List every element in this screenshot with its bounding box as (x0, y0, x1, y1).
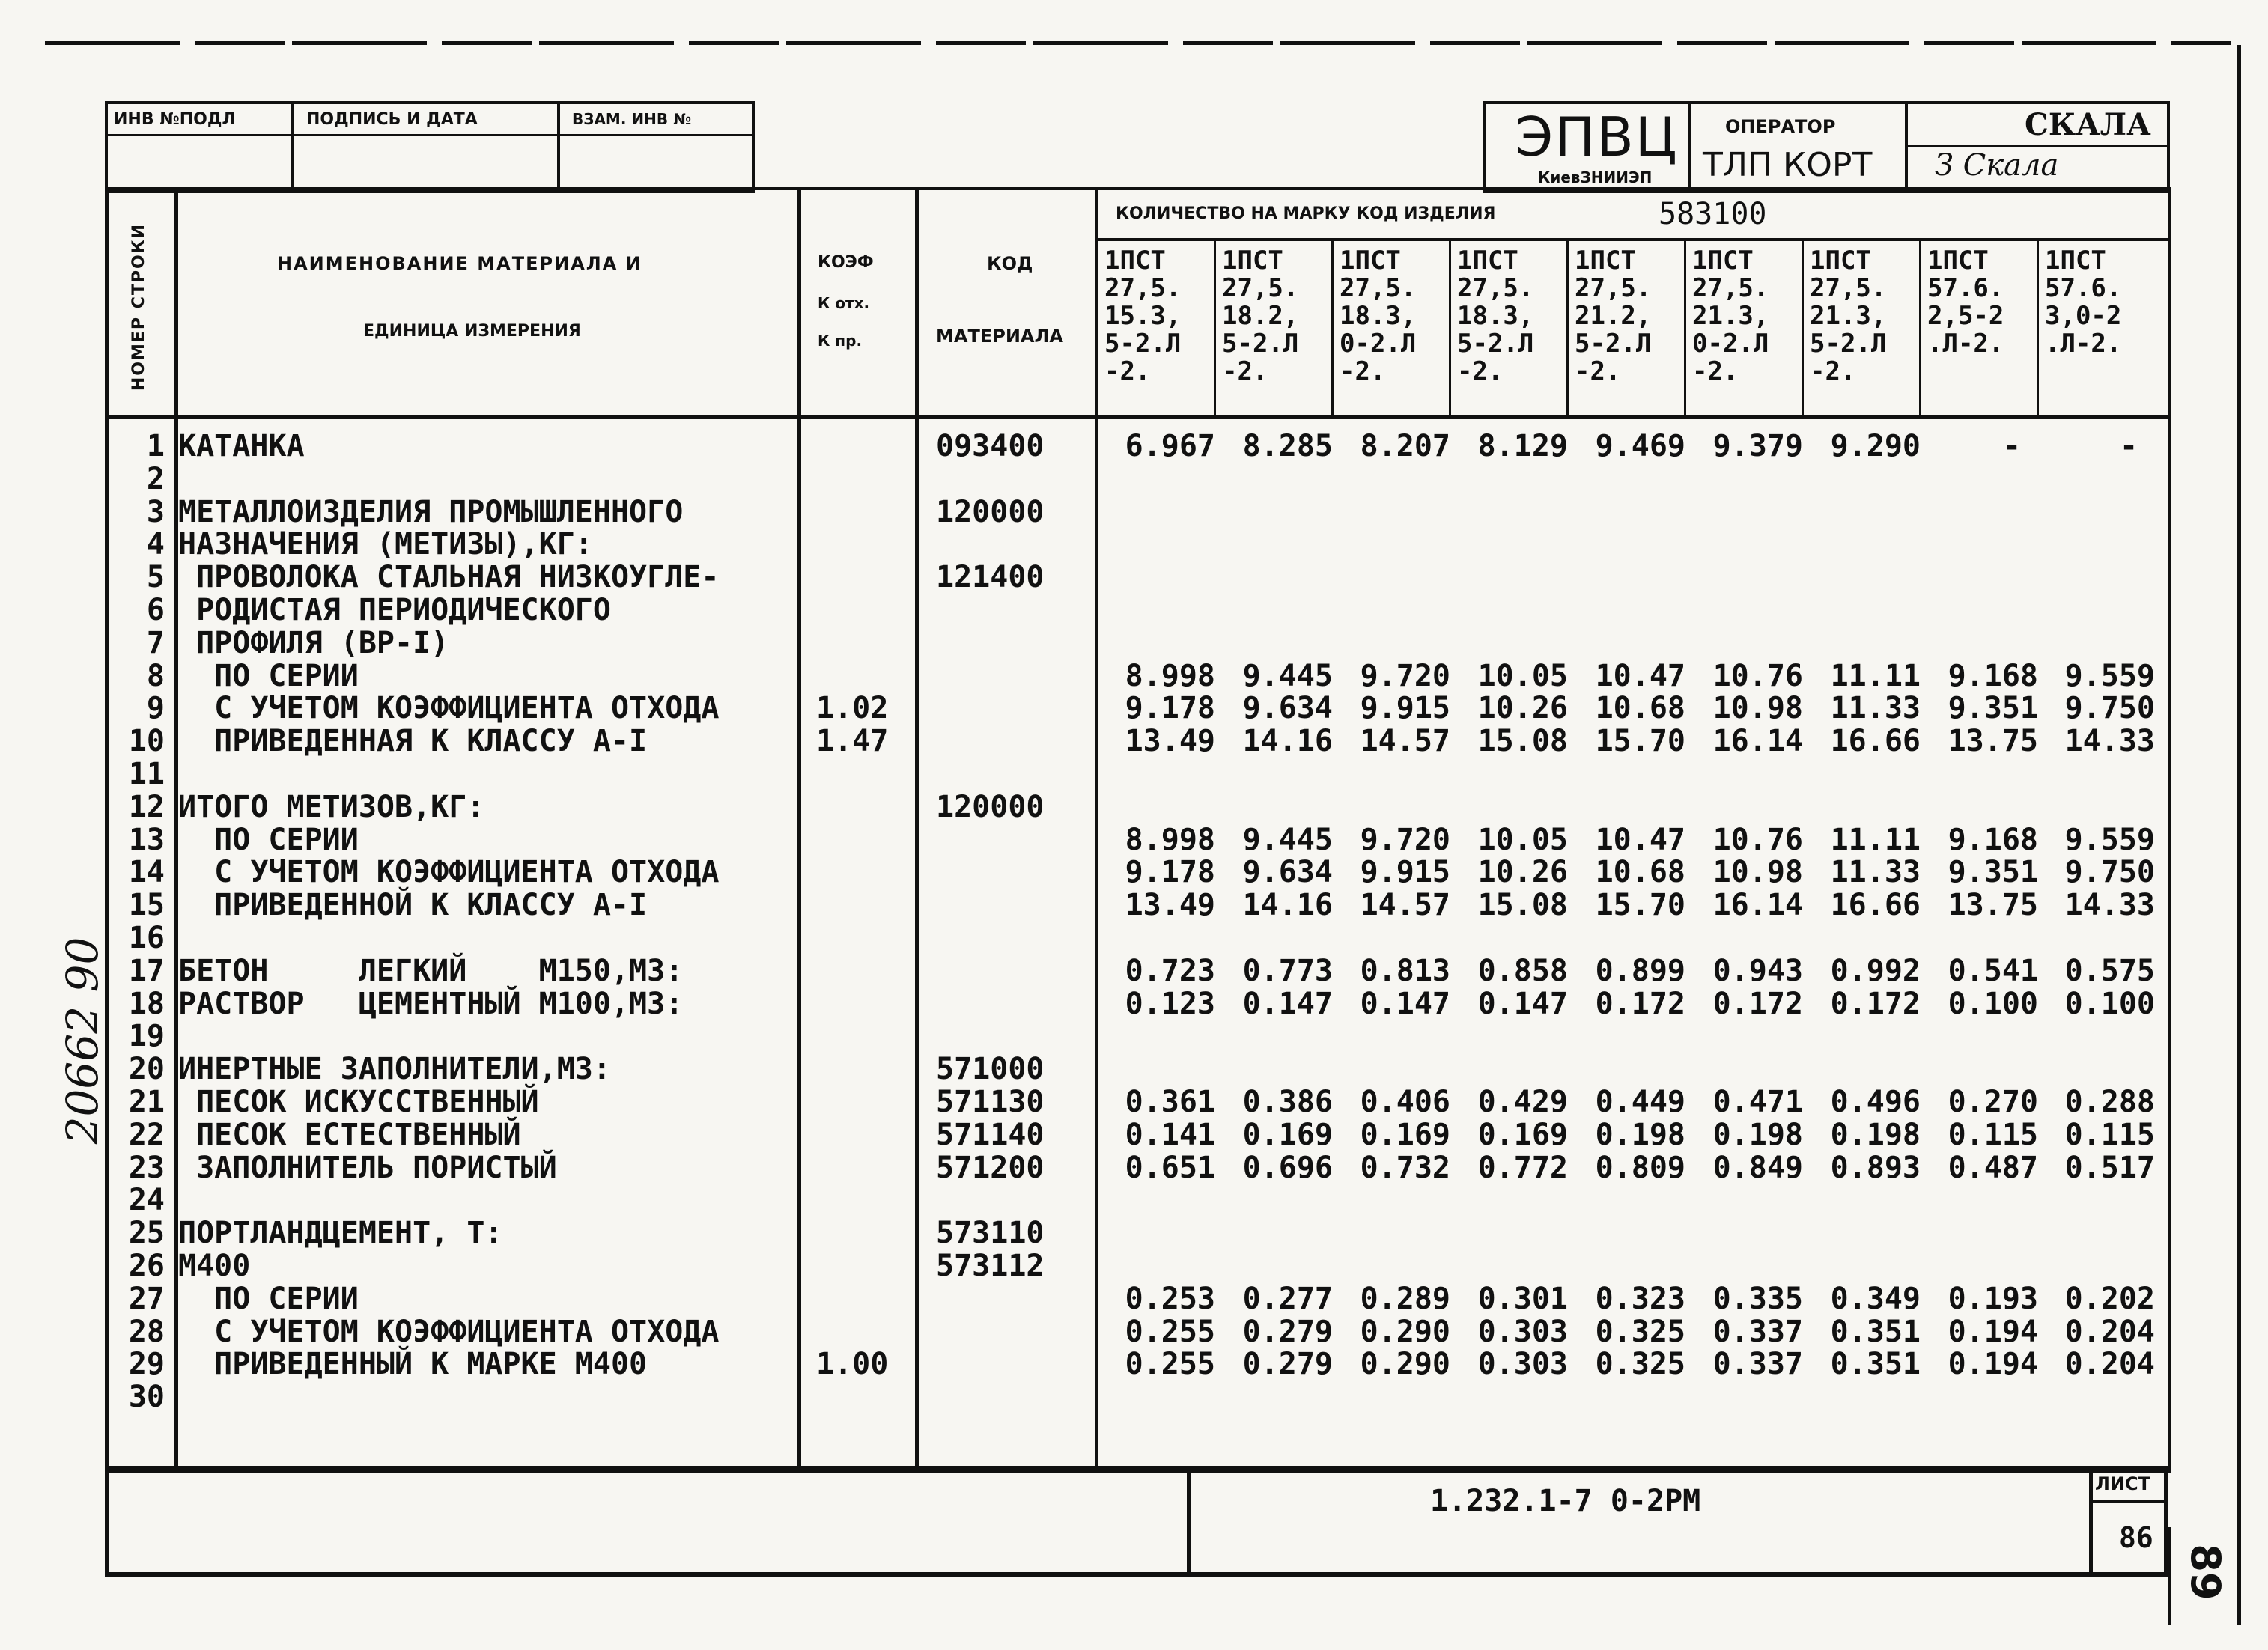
quantity-value: 0.351 (1830, 1314, 1921, 1349)
material-name: ПРИВЕДЕННАЯ К КЛАССУ А-I (178, 724, 648, 759)
quantity-value: 0.541 (1948, 953, 2038, 988)
quantity-value: 0.288 (2064, 1085, 2155, 1119)
row-number: 2 (146, 461, 165, 496)
quantity-value: 10.76 (1712, 658, 1803, 693)
material-code: 120000 (936, 789, 1045, 824)
row-number: 23 (128, 1150, 165, 1185)
quantity-value: 15.08 (1477, 888, 1568, 923)
quantity-value: 0.194 (1948, 1347, 2038, 1382)
quantity-value: 14.33 (2064, 724, 2155, 759)
mark-header: 1ПСТ 57.6. 2,5-2 .Л-2. (1927, 246, 2004, 359)
row-number: 4 (146, 527, 165, 562)
quantity-value: 11.33 (1830, 691, 1921, 726)
material-code: 121400 (936, 560, 1045, 595)
row-number: 29 (128, 1347, 165, 1382)
material-name: ПРИВЕДЕННОЙ К КЛАССУ А-I (178, 888, 648, 923)
quantity-value: 0.198 (1830, 1117, 1921, 1152)
quantity-value: 0.943 (1712, 953, 1803, 988)
table-row (0, 430, 2268, 463)
quantity-value: 11.33 (1830, 855, 1921, 890)
mark-header: 1ПСТ 27,5. 21.3, 5-2.Л -2. (1810, 246, 1887, 386)
table-row (0, 529, 2268, 561)
row-number: 6 (146, 593, 165, 627)
quantity-value: 9.915 (1360, 691, 1450, 726)
row-number: 8 (146, 658, 165, 693)
quantity-value: 9.634 (1242, 691, 1333, 726)
quantity-value: 8.285 (1242, 429, 1333, 463)
material-code: 571130 (936, 1085, 1045, 1119)
quantity-value: 0.325 (1595, 1347, 1685, 1382)
row-number: 3 (146, 494, 165, 529)
quantity-value: 0.172 (1830, 986, 1921, 1021)
quantity-value: 9.634 (1242, 855, 1333, 890)
table-row (0, 660, 2268, 692)
quantity-value: 0.723 (1125, 953, 1215, 988)
material-code: 573110 (936, 1216, 1045, 1251)
material-code: 571000 (936, 1052, 1045, 1087)
quantity-value: 0.198 (1712, 1117, 1803, 1152)
org-logo: ЭПВЦ (1515, 106, 1679, 168)
quantity-value: 0.123 (1125, 986, 1215, 1021)
quantity-value: 10.68 (1595, 855, 1685, 890)
quantity-value: 10.47 (1595, 658, 1685, 693)
footer-separator (105, 1466, 2168, 1470)
quantity-value: 10.26 (1477, 855, 1568, 890)
quantity-value: 0.773 (1242, 953, 1333, 988)
quantity-value: 14.57 (1360, 724, 1450, 759)
quantity-value: 16.14 (1712, 724, 1803, 759)
quantity-value: 0.290 (1360, 1347, 1450, 1382)
material-code: 093400 (936, 429, 1045, 463)
material-name: ИТОГО МЕТИЗОВ,КГ: (178, 789, 485, 824)
quantity-value: 9.168 (1948, 822, 2038, 857)
row-number-header: НОМЕР СТРОКИ (130, 222, 148, 392)
row-number: 22 (128, 1117, 165, 1152)
quantity-value: 16.14 (1712, 888, 1803, 923)
material-name: РОДИСТАЯ ПЕРИОДИЧЕСКОГО (178, 593, 611, 627)
quantity-value: 0.277 (1242, 1281, 1333, 1316)
material-name: ЗАПОЛНИТЕЛЬ ПОРИСТЫЙ (178, 1150, 557, 1185)
quantity-value: 0.335 (1712, 1281, 1803, 1316)
material-name: ПРОВОЛОКА СТАЛЬНАЯ НИЗКОУГЛЕ- (178, 560, 720, 595)
quantity-value: 0.337 (1712, 1347, 1803, 1382)
row-number: 9 (146, 691, 165, 726)
skala-label: СКАЛА (2025, 107, 2151, 142)
table-row (0, 1348, 2268, 1380)
table-row (0, 1316, 2268, 1348)
quantity-value: 0.290 (1360, 1314, 1450, 1349)
quantity-value: 13.75 (1948, 724, 2038, 759)
material-name: НАЗНАЧЕНИЯ (МЕТИЗЫ),КГ: (178, 527, 593, 562)
quantity-value: 9.720 (1360, 658, 1450, 693)
material-name: С УЧЕТОМ КОЭФФИЦИЕНТА ОТХОДА (178, 691, 720, 726)
quantity-value: 16.66 (1830, 724, 1921, 759)
koef-header-line2: К отх. (818, 294, 870, 312)
material-name: ПРОФИЛЯ (ВР-I) (178, 625, 449, 660)
quantity-value: 0.204 (2064, 1347, 2155, 1382)
table-row (0, 1250, 2268, 1282)
table-row (0, 1119, 2268, 1151)
table-row (0, 725, 2268, 758)
mark-header: 1ПСТ 27,5. 18.3, 0-2.Л -2. (1340, 246, 1417, 386)
quantity-value: 0.323 (1595, 1281, 1685, 1316)
quantity-value: 0.651 (1125, 1150, 1215, 1185)
footer-left-edge (105, 1466, 109, 1577)
table-row (0, 496, 2268, 529)
quantity-value: 0.361 (1125, 1085, 1215, 1119)
quantity-value: 0.147 (1477, 986, 1568, 1021)
row-number: 16 (128, 921, 165, 955)
material-name: ПЕСОК ИСКУССТВЕННЫЙ (178, 1085, 539, 1119)
quantity-value: 9.178 (1125, 691, 1215, 726)
quantity-value: 0.198 (1595, 1117, 1685, 1152)
quantity-value: 0.202 (2064, 1281, 2155, 1316)
sheet-label: ЛИСТ (2095, 1473, 2151, 1494)
quantity-value: 9.351 (1948, 855, 2038, 890)
quantity-value: 0.696 (1242, 1150, 1333, 1185)
quantity-value: 9.178 (1125, 855, 1215, 890)
row-number: 19 (128, 1019, 165, 1054)
row-number: 12 (128, 789, 165, 824)
quantity-value: 0.169 (1242, 1117, 1333, 1152)
podpis-data-label: ПОДПИСЬ И ДАТА (306, 110, 478, 129)
quantity-value: 0.575 (2064, 953, 2155, 988)
mark-header: 1ПСТ 27,5. 15.3, 5-2.Л -2. (1104, 246, 1182, 386)
table-row (0, 561, 2268, 594)
quantity-value: 11.11 (1830, 658, 1921, 693)
quantity-value: 0.849 (1712, 1150, 1803, 1185)
quantity-value: 13.49 (1125, 888, 1215, 923)
footer-divider (1187, 1466, 1191, 1574)
quantity-value: 13.49 (1125, 724, 1215, 759)
quantity-value: 0.386 (1242, 1085, 1333, 1119)
quantity-value: 9.290 (1830, 429, 1921, 463)
quantity-value: 8.998 (1125, 822, 1215, 857)
coefficient: 1.02 (816, 691, 889, 726)
quantity-value: 0.194 (1948, 1314, 2038, 1349)
quantity-value: 0.303 (1477, 1347, 1568, 1382)
quantity-value: 0.496 (1830, 1085, 1921, 1119)
mark-header: 1ПСТ 57.6. 3,0-2 .Л-2. (2045, 246, 2122, 359)
row-number: 1 (146, 429, 165, 463)
quantity-value: 0.517 (2064, 1150, 2155, 1185)
row-number: 11 (128, 757, 165, 791)
quantity-value: 0.100 (1948, 986, 2038, 1021)
sheet-number: 86 (2119, 1521, 2153, 1554)
quantity-value: 0.270 (1948, 1085, 2038, 1119)
quantity-value: 0.115 (1948, 1117, 2038, 1152)
quantity-value: 0.349 (1830, 1281, 1921, 1316)
mark-header: 1ПСТ 27,5. 18.3, 5-2.Л -2. (1457, 246, 1534, 386)
quantity-value: 15.08 (1477, 724, 1568, 759)
material-name: С УЧЕТОМ КОЭФФИЦИЕНТА ОТХОДА (178, 855, 720, 890)
quantity-value: 9.445 (1242, 658, 1333, 693)
quantity-value: 9.168 (1948, 658, 2038, 693)
quantity-value: 8.207 (1360, 429, 1450, 463)
quantity-value: 14.16 (1242, 888, 1333, 923)
quantity-value: 0.253 (1125, 1281, 1215, 1316)
quantity-value: 0.255 (1125, 1347, 1215, 1382)
quantity-value: 10.68 (1595, 691, 1685, 726)
signature: З Скала (1935, 148, 2059, 183)
quantity-value: 10.98 (1712, 691, 1803, 726)
quantity-value: 0.406 (1360, 1085, 1450, 1119)
table-row (0, 692, 2268, 725)
coefficient: 1.00 (816, 1347, 889, 1382)
quantity-value: 9.351 (1948, 691, 2038, 726)
code-header-line2: МАТЕРИАЛА (936, 326, 1063, 347)
table-row (0, 1217, 2268, 1249)
row-number: 18 (128, 986, 165, 1021)
table-row (0, 922, 2268, 955)
quantity-value: 11.11 (1830, 822, 1921, 857)
quantity-value: 16.66 (1830, 888, 1921, 923)
row-number: 28 (128, 1314, 165, 1349)
quantity-value: 0.100 (2064, 986, 2155, 1021)
quantity-value: 0.115 (2064, 1117, 2155, 1152)
row-number: 17 (128, 953, 165, 988)
material-name: МЕТАЛЛОИЗДЕЛИЯ ПРОМЫШЛЕННОГО (178, 494, 684, 529)
quantity-value: 9.469 (1595, 429, 1685, 463)
quantity-value: 8.129 (1477, 429, 1568, 463)
material-name: С УЧЕТОМ КОЭФФИЦИЕНТА ОТХОДА (178, 1314, 720, 1349)
quantity-value: 0.303 (1477, 1314, 1568, 1349)
name-header-line1: НАИМЕНОВАНИЕ МАТЕРИАЛА И (277, 253, 642, 274)
material-name: ПОРТЛАНДЦЕМЕНТ, Т: (178, 1216, 503, 1251)
quantity-value: 9.559 (2064, 822, 2155, 857)
quantity-value: 0.169 (1477, 1117, 1568, 1152)
table-row (0, 1053, 2268, 1086)
row-number: 5 (146, 560, 165, 595)
table-row (0, 758, 2268, 791)
quantity-value: 9.750 (2064, 855, 2155, 890)
quantity-value: - (2002, 429, 2022, 463)
quantity-value: 0.289 (1360, 1281, 1450, 1316)
quantity-value: 0.429 (1477, 1085, 1568, 1119)
quantity-value: 6.967 (1125, 429, 1215, 463)
row-number: 20 (128, 1052, 165, 1087)
row-number: 24 (128, 1183, 165, 1218)
quantity-value: 8.998 (1125, 658, 1215, 693)
qty-header-label: КОЛИЧЕСТВО НА МАРКУ КОД ИЗДЕЛИЯ (1116, 204, 1496, 223)
qty-header-separator (1095, 238, 2168, 241)
product-code: 583100 (1659, 197, 1767, 231)
table-row (0, 1184, 2268, 1217)
vzam-inv-label: ВЗАМ. ИНВ № (572, 110, 692, 128)
koef-header-line3: К пр. (818, 332, 863, 350)
quantity-value: 10.47 (1595, 822, 1685, 857)
mark-header: 1ПСТ 27,5. 21.3, 0-2.Л -2. (1692, 246, 1769, 386)
quantity-value: 0.772 (1477, 1150, 1568, 1185)
material-code: 571200 (936, 1150, 1045, 1185)
material-name: РАСТВОР ЦЕМЕНТНЫЙ М100,М3: (178, 986, 684, 1021)
quantity-value: 0.337 (1712, 1314, 1803, 1349)
table-row (0, 627, 2268, 660)
row-number: 25 (128, 1216, 165, 1251)
side-page-number: 89 (2182, 1544, 2229, 1601)
mark-header: 1ПСТ 27,5. 21.2, 5-2.Л -2. (1575, 246, 1652, 386)
table-row (0, 889, 2268, 922)
header-separator (105, 415, 2168, 419)
row-number: 30 (128, 1380, 165, 1415)
quantity-value: 0.147 (1360, 986, 1450, 1021)
quantity-value: 0.813 (1360, 953, 1450, 988)
mark-header: 1ПСТ 27,5. 18.2, 5-2.Л -2. (1222, 246, 1299, 386)
quantity-value: 0.172 (1712, 986, 1803, 1021)
quantity-value: 10.05 (1477, 658, 1568, 693)
row-number: 14 (128, 855, 165, 890)
table-row (0, 1086, 2268, 1118)
material-name: ИНЕРТНЫЕ ЗАПОЛНИТЕЛИ,М3: (178, 1052, 611, 1087)
quantity-value: 14.33 (2064, 888, 2155, 923)
operator-label: ОПЕРАТОР (1725, 116, 1836, 137)
material-name: БЕТОН ЛЕГКИЙ М150,М3: (178, 953, 684, 988)
material-name: М400 (178, 1249, 251, 1283)
quantity-value: 9.915 (1360, 855, 1450, 890)
material-code: 120000 (936, 494, 1045, 529)
quantity-value: 0.301 (1477, 1281, 1568, 1316)
material-name: КАТАНКА (178, 429, 305, 463)
material-name: ПЕСОК ЕСТЕСТВЕННЫЙ (178, 1117, 521, 1152)
quantity-value: 9.750 (2064, 691, 2155, 726)
quantity-value: 9.445 (1242, 822, 1333, 857)
title-block (1483, 101, 2170, 193)
table-row (0, 856, 2268, 889)
quantity-value: 0.351 (1830, 1347, 1921, 1382)
quantity-value: 15.70 (1595, 888, 1685, 923)
quantity-value: 0.279 (1242, 1347, 1333, 1382)
quantity-value: 9.720 (1360, 822, 1450, 857)
quantity-value: 10.98 (1712, 855, 1803, 890)
quantity-value: 0.147 (1242, 986, 1333, 1021)
table-row (0, 955, 2268, 987)
approval-stamp (105, 101, 755, 193)
row-number: 21 (128, 1085, 165, 1119)
top-rule (45, 41, 2231, 45)
quantity-value: 0.169 (1360, 1117, 1450, 1152)
quantity-value: 0.809 (1595, 1150, 1685, 1185)
table-row (0, 594, 2268, 627)
quantity-value: 0.204 (2064, 1314, 2155, 1349)
inv-podl-label: ИНВ №ПОДЛ (114, 110, 236, 129)
quantity-value: 0.471 (1712, 1085, 1803, 1119)
quantity-value: 0.893 (1830, 1150, 1921, 1185)
quantity-value: 0.172 (1595, 986, 1685, 1021)
quantity-value: 0.732 (1360, 1150, 1450, 1185)
material-name: ПО СЕРИИ (178, 822, 359, 857)
code-header-line1: КОД (987, 253, 1033, 274)
coefficient: 1.47 (816, 724, 889, 759)
row-number: 15 (128, 888, 165, 923)
quantity-value: 0.992 (1830, 953, 1921, 988)
row-number: 7 (146, 625, 165, 660)
table-row (0, 1283, 2268, 1315)
row-number: 26 (128, 1249, 165, 1283)
table-row (0, 1020, 2268, 1053)
footer-bottom (105, 1572, 2168, 1577)
table-row (0, 463, 2268, 496)
koef-header-line1: КОЭФ (818, 253, 874, 272)
table-row (0, 1152, 2268, 1184)
row-number: 13 (128, 822, 165, 857)
quantity-value: 13.75 (1948, 888, 2038, 923)
quantity-value: 10.05 (1477, 822, 1568, 857)
operator-value: ТЛП КОРТ (1703, 146, 1873, 184)
quantity-value: 0.899 (1595, 953, 1685, 988)
material-code: 573112 (936, 1249, 1045, 1283)
table-row (0, 791, 2268, 824)
table-row (0, 824, 2268, 856)
row-number: 10 (128, 724, 165, 759)
quantity-value: 0.858 (1477, 953, 1568, 988)
quantity-value: 0.279 (1242, 1314, 1333, 1349)
quantity-value: 0.487 (1948, 1150, 2038, 1185)
quantity-value: 9.379 (1712, 429, 1803, 463)
material-name: ПО СЕРИИ (178, 658, 359, 693)
quantity-value: 14.57 (1360, 888, 1450, 923)
quantity-value: 0.449 (1595, 1085, 1685, 1119)
quantity-value: 0.193 (1948, 1281, 2038, 1316)
quantity-value: 10.76 (1712, 822, 1803, 857)
quantity-value: 0.255 (1125, 1314, 1215, 1349)
document-code: 1.232.1-7 0-2РМ (1430, 1484, 1701, 1518)
handwritten-margin-number: 20662 90 (57, 937, 108, 1145)
sheet-box-separator (2089, 1500, 2168, 1503)
quantity-value: 10.26 (1477, 691, 1568, 726)
quantity-value: 0.325 (1595, 1314, 1685, 1349)
quantity-value: 14.16 (1242, 724, 1333, 759)
table-row (0, 988, 2268, 1020)
name-header-line2: ЕДИНИЦА ИЗМЕРЕНИЯ (363, 322, 581, 341)
quantity-value: 0.141 (1125, 1117, 1215, 1152)
material-name: ПРИВЕДЕННЫЙ К МАРКЕ М400 (178, 1347, 648, 1382)
quantity-value: 15.70 (1595, 724, 1685, 759)
row-number: 27 (128, 1281, 165, 1316)
table-row (0, 1381, 2268, 1413)
sheet-box-divider (2089, 1466, 2093, 1574)
org-subtitle: КиевЗНИИЭП (1538, 168, 1653, 186)
material-code: 571140 (936, 1117, 1045, 1152)
quantity-value: 9.559 (2064, 658, 2155, 693)
material-name: ПО СЕРИИ (178, 1281, 359, 1316)
quantity-value: - (2119, 429, 2138, 463)
